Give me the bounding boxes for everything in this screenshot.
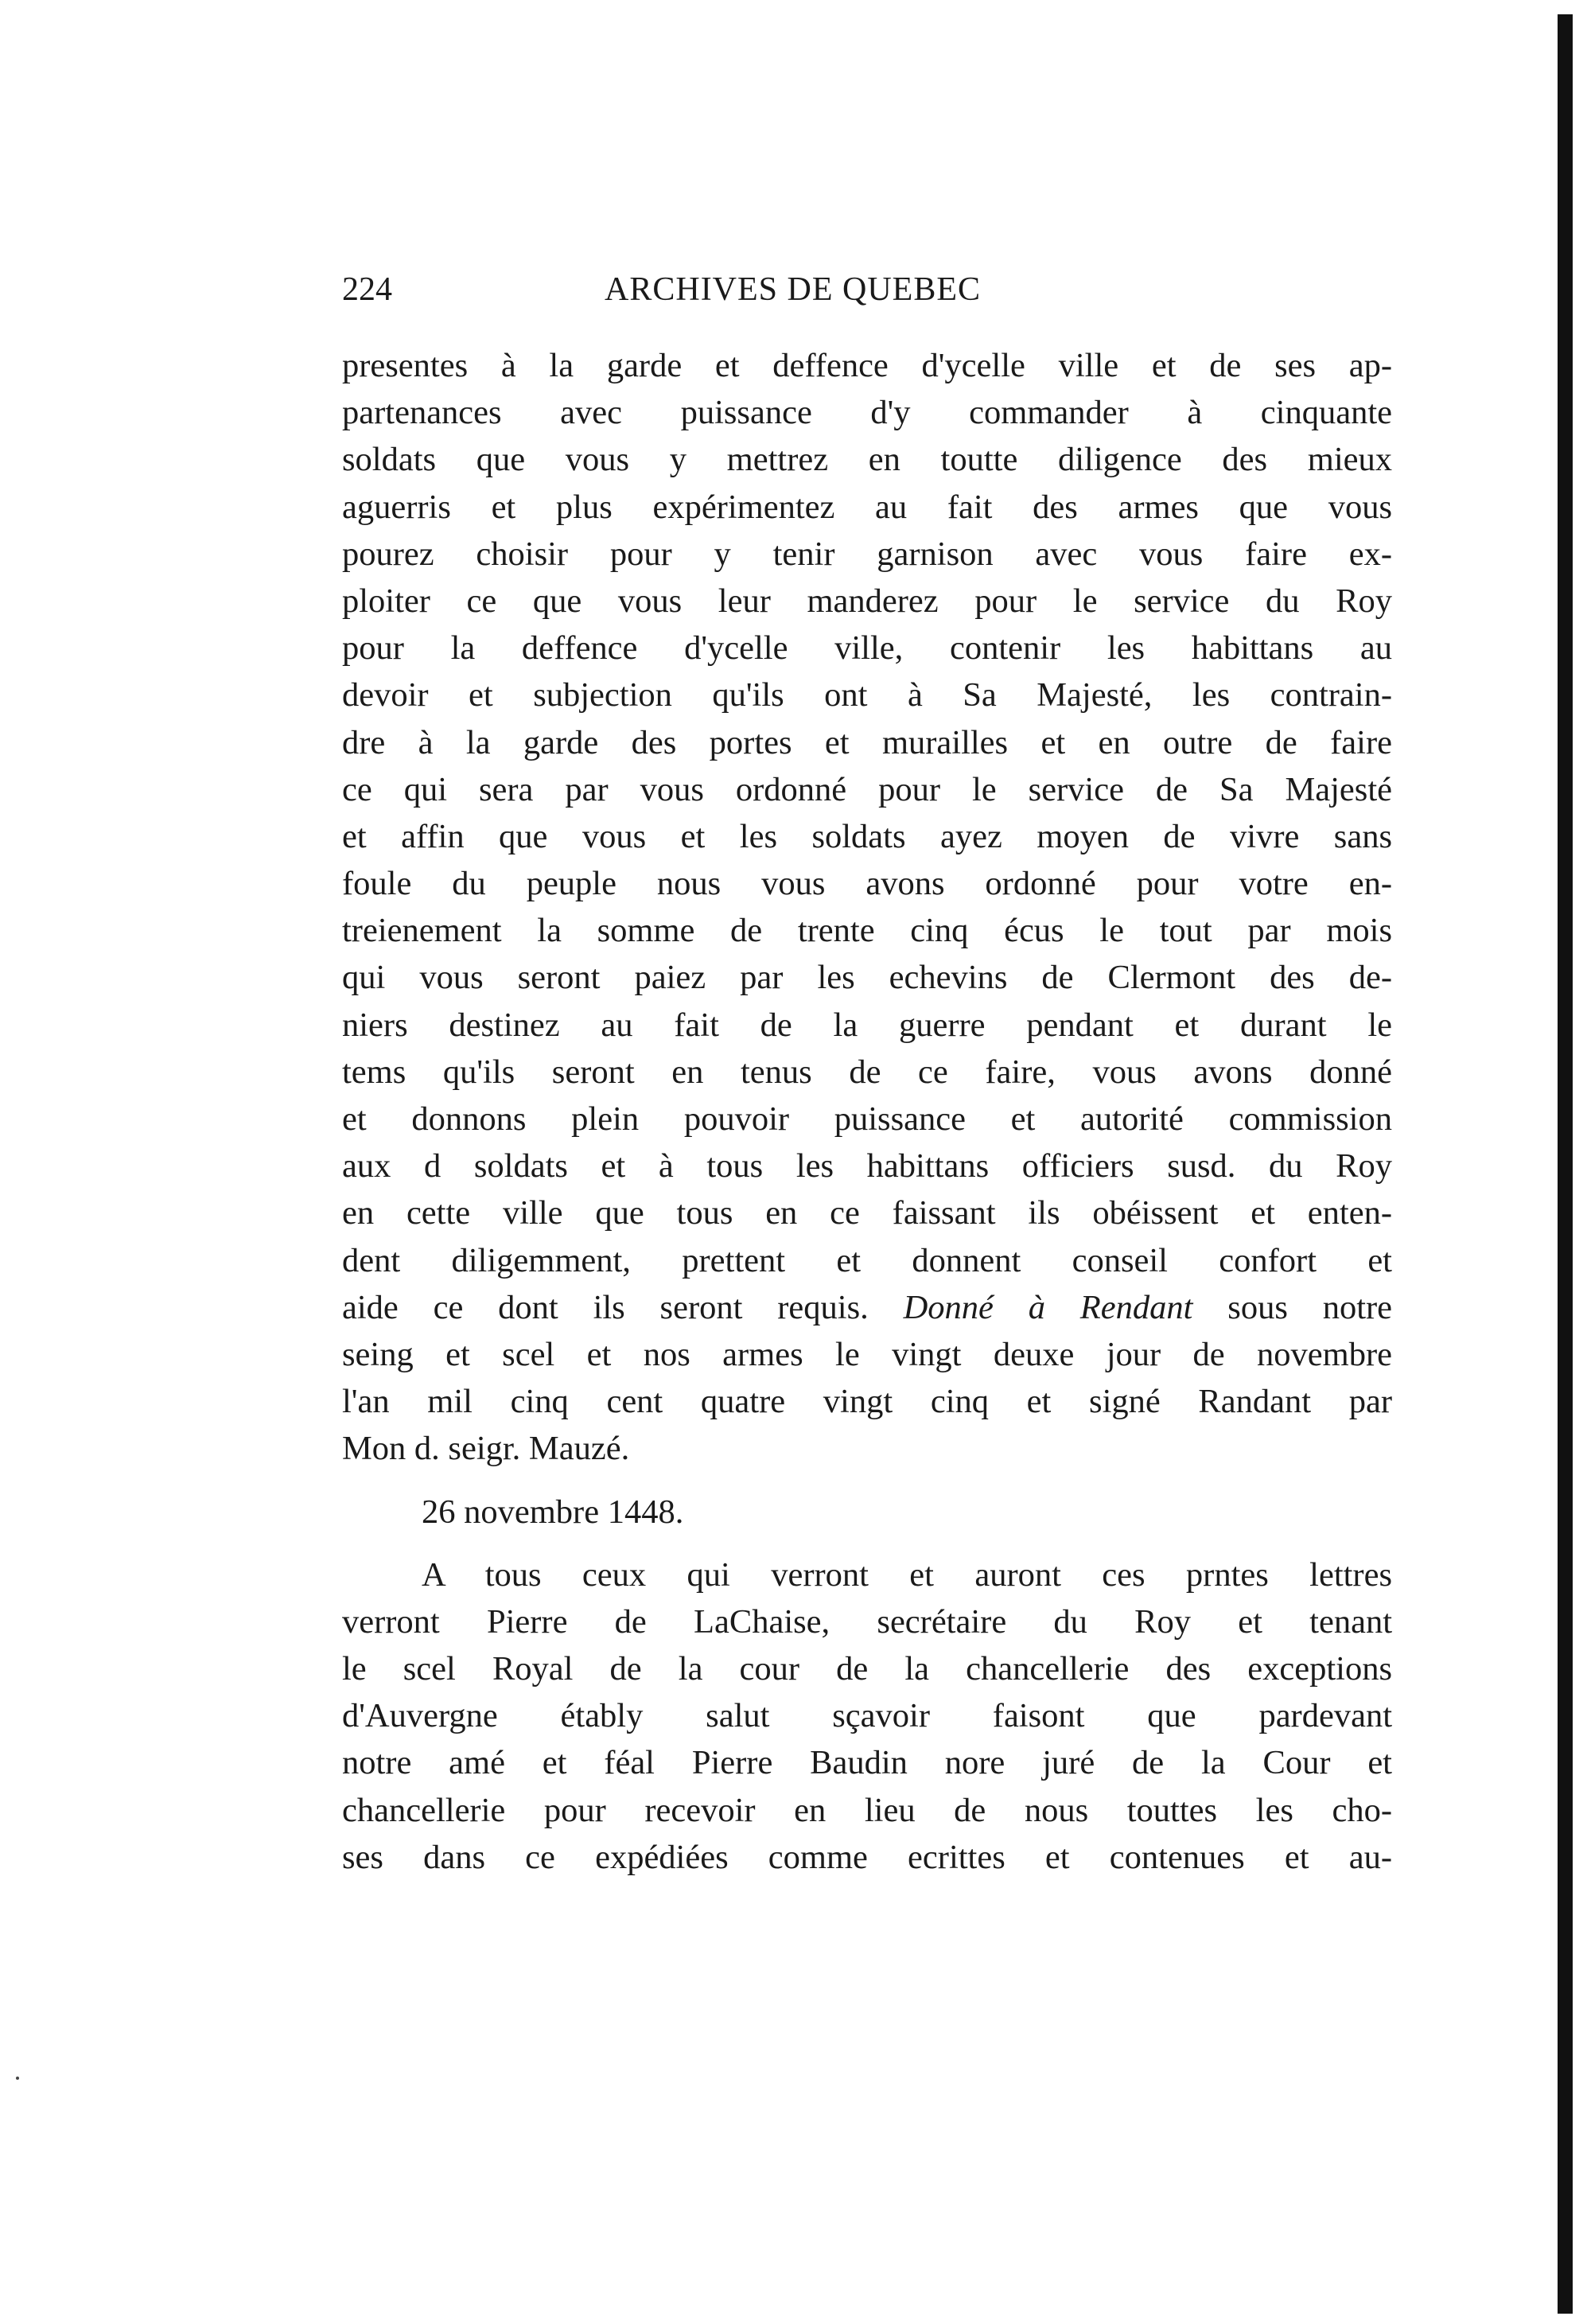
- page-number: 224: [342, 271, 392, 308]
- text-line: le scel Royal de la cour de la chancellerie des exceptions: [342, 1650, 1392, 1688]
- text-line: pour la deffence d'ycelle ville, contenir les habittans au: [342, 629, 1392, 668]
- date-heading: 26 novembre 1448.: [422, 1493, 684, 1531]
- scan-edge-bar: [1558, 14, 1573, 2314]
- text-line: soldats que vous y mettrez en toutte diligence des mieux: [342, 441, 1392, 479]
- text-line: notre amé et féal Pierre Baudin nore juré de la Cour et: [342, 1744, 1392, 1782]
- text-line: seing et scel et nos armes le vingt deuxe jour de novembre: [342, 1335, 1392, 1373]
- text-line: foule du peuple nous vous avons ordonné pour votre en-: [342, 865, 1392, 903]
- text-line: ploiter ce que vous leur manderez pour le service du Roy: [342, 582, 1392, 620]
- text-line: d'Auvergne étably salut sçavoir faisont que pardevant: [342, 1697, 1392, 1735]
- text-line: treienement la somme de trente cinq écus le tout par mois: [342, 912, 1392, 950]
- paragraph-2: [342, 1551, 1392, 1881]
- text-line: verront Pierre de LaChaise, secrétaire du Roy et tenant: [342, 1602, 1392, 1641]
- text-line: aux d soldats et à tous les habittans officiers susd. du Roy: [342, 1147, 1392, 1185]
- text-line: devoir et subjection qu'ils ont à Sa Majesté, les contrain-: [342, 676, 1392, 714]
- text-line-mixed: [342, 1284, 1392, 1331]
- text-line: tems qu'ils seront en tenus de ce faire, vous avons donné: [342, 1053, 1392, 1091]
- text-line: ce qui sera par vous ordonné pour le service de Sa Majesté: [342, 770, 1392, 808]
- italic-phrase: Donné à Rendant: [903, 1288, 1193, 1326]
- text-line: et affin que vous et les soldats ayez moyen de vivre sans: [342, 817, 1392, 855]
- text-line: en cette ville que tous en ce faissant ils obéissent et enten-: [342, 1194, 1392, 1232]
- running-title: ARCHIVES DE QUEBEC: [605, 271, 982, 308]
- text-line: et donnons plein pouvoir puissance et autorité commission: [342, 1100, 1392, 1138]
- text-line: qui vous seront paiez par les echevins de Clermont des de-: [342, 959, 1392, 997]
- text-line: chancellerie pour recevoir en lieu de nous touttes les cho-: [342, 1791, 1392, 1829]
- text-line: pourez choisir pour y tenir garnison avec vous faire ex-: [342, 535, 1392, 573]
- text-line: l'an mil cinq cent quatre vingt cinq et signé Randant par: [342, 1383, 1392, 1421]
- text-segment: aide ce dont ils seront requis.: [342, 1288, 869, 1326]
- text-line: dre à la garde des portes et murailles et en outre de faire: [342, 723, 1392, 761]
- text-line: A tous ceux qui verront et auront ces prntes lettres: [422, 1555, 1392, 1594]
- text-line: presentes à la garde et deffence d'ycelle ville et de ses ap-: [342, 347, 1392, 384]
- body-text: [342, 342, 1392, 1881]
- text-line: partenances avec puissance d'y commander à cinquante: [342, 394, 1392, 432]
- text-line: dent diligemment, prettent et donnent conseil confort et: [342, 1241, 1392, 1279]
- page-header: [342, 271, 1392, 318]
- text-line: ses dans ce expédiées comme ecrittes et contenues et au-: [342, 1838, 1392, 1876]
- text-line: niers destinez au fait de la guerre pendant et durant le: [342, 1006, 1392, 1044]
- text-segment: sous notre: [1227, 1288, 1393, 1326]
- paragraph-1: [342, 342, 1392, 1473]
- text-line: aguerris et plus expérimentez au fait des armes que vous: [342, 488, 1392, 526]
- scan-speck: [16, 2077, 19, 2080]
- text-line: Mon d. seigr. Mauzé.: [342, 1430, 630, 1468]
